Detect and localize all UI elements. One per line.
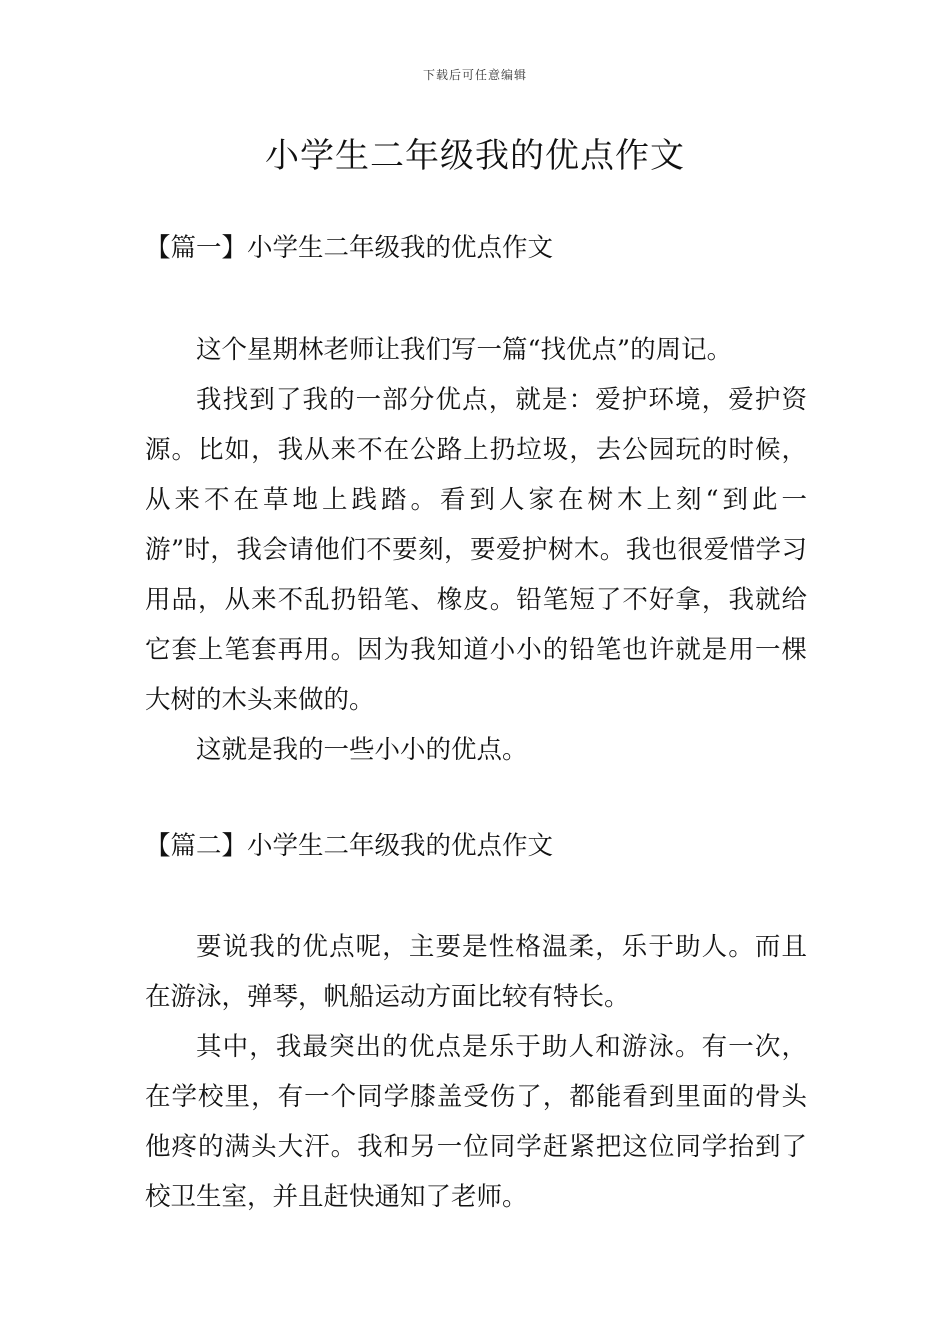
document-title: 小学生二年级我的优点作文 <box>265 136 685 176</box>
paragraph: 这个星期林老师让我们写一篇“找优点”的周记。 <box>196 335 733 365</box>
paragraph: 要说我的优点呢，主要是性格温柔，乐于助人。而且在游泳，弹琴，帆船运动方面比较有特长。 <box>145 932 807 1012</box>
section-body-1 <box>145 325 807 775</box>
paragraph: 其中，我最突出的优点是乐于助人和游泳。有一次，在学校里，有一个同学膝盖受伤了，都能看到里面的骨头他疼的满头大汗。我和另一位同学赶紧把这位同学抬到了校卫生室，并且赶快通知了老师。 <box>145 1032 807 1212</box>
section-body-2 <box>145 922 807 1222</box>
section-heading-1: 【篇一】小学生二年级我的优点作文 <box>145 233 554 263</box>
section-heading-2: 【篇二】小学生二年级我的优点作文 <box>145 831 554 861</box>
paragraph: 我找到了我的一部分优点，就是：爱护环境，爱护资源。比如，我从来不在公路上扔垃圾，去公园玩的时候，从来不在草地上践踏。看到人家在树木上刻“到此一游”时，我会请他们不要刻，要爱护树木。我也很爱惜学习用品，从来不乱扔铅笔、橡皮。铅笔短了不好拿，我就给它套上笔套再用。因为我知道小小的铅笔也许就是用一棵大树的木头来做的。 <box>145 385 807 715</box>
paragraph: 这就是我的一些小小的优点。 <box>196 735 528 765</box>
header-note: 下载后可任意编辑 <box>422 68 527 82</box>
